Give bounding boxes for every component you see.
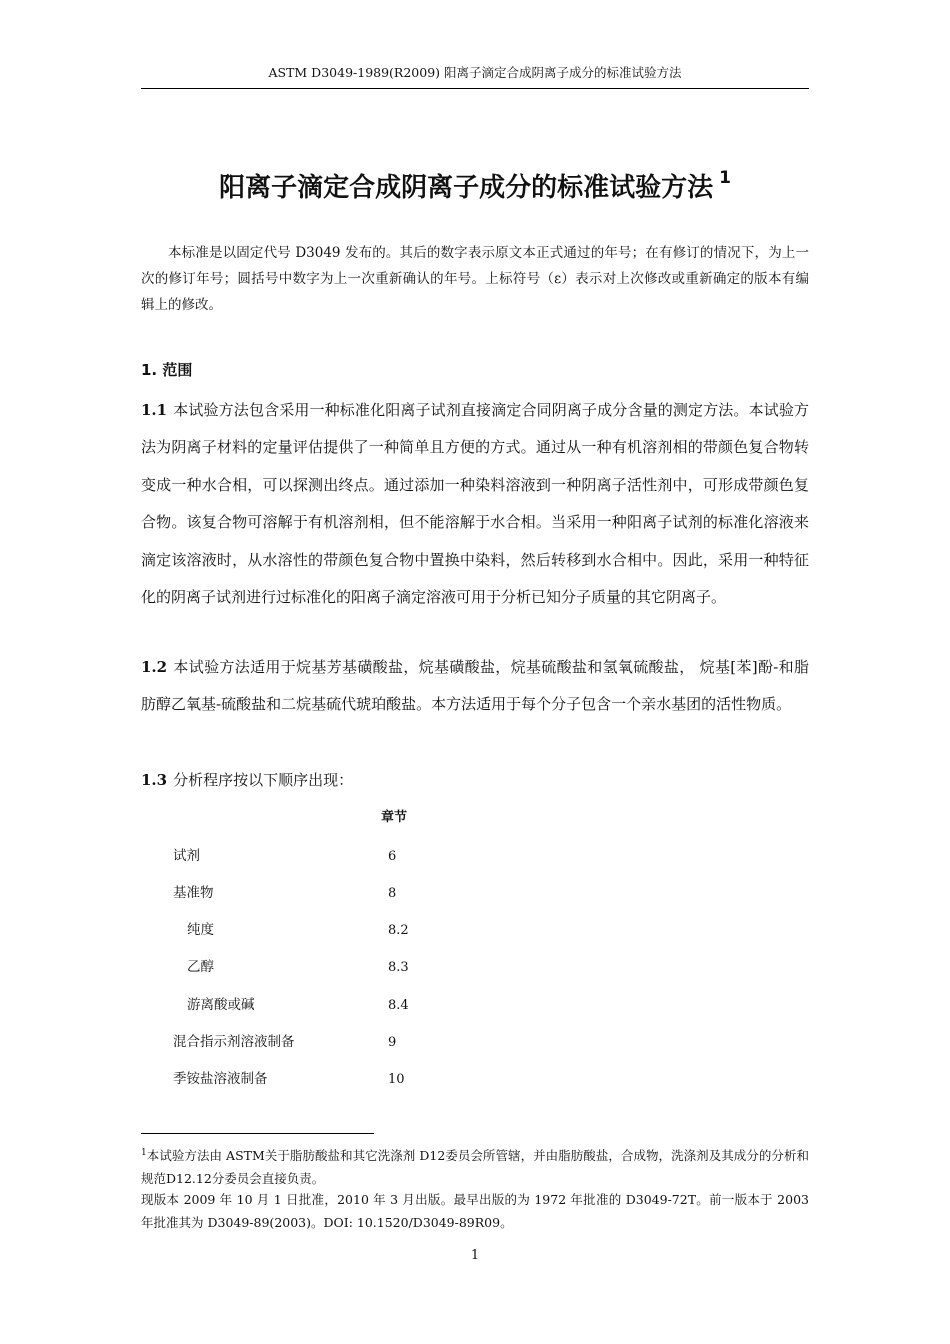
paragraph-1-1 <box>141 392 809 616</box>
row-label: 基准物 <box>173 885 214 901</box>
footnote-approval: 现版本 2009 年 10 月 1 日批准，2010 年 3 月出版。最早出版的为 1972 年批准的 D3049-72T。前一版本于 2003 年批准其为 D3049-89(2003)。DOI: 10.1520/D3049-89R09。 <box>141 1192 809 1230</box>
paragraph-number: 1.3 <box>141 771 168 789</box>
column-header-section: 章节 <box>381 810 408 825</box>
row-label: 游离酸或碱 <box>187 997 255 1013</box>
row-label: 季铵盐溶液制备 <box>173 1071 268 1087</box>
row-section: 8.4 <box>388 998 409 1013</box>
paragraph-1-2 <box>141 649 809 724</box>
footnote-rule <box>141 1133 374 1134</box>
footnote-text: 本试验方法由 ASTM关于脂肪酸盐和其它洗涤剂 D12委员会所管辖，并由脂肪酸盐，合成物，洗涤剂及其成分的分析和规范D12.12分委员会直接负责。 <box>141 1148 809 1186</box>
row-section: 9 <box>388 1035 397 1050</box>
table-row <box>141 912 541 949</box>
section-heading-scope: 1. 范围 <box>141 361 193 379</box>
paragraph-number: 1.2 <box>141 658 168 676</box>
row-section: 8 <box>388 886 397 901</box>
title-footnote-mark[interactable]: 1 <box>719 168 731 188</box>
row-section: 8.2 <box>388 923 409 938</box>
table-row <box>141 875 541 912</box>
paragraph-number: 1.1 <box>141 401 168 419</box>
document-title <box>141 160 809 206</box>
paragraph-text: 本试验方法适用于烷基芳基磺酸盐，烷基磺酸盐，烷基硫酸盐和氢氧硫酸盐， 烷基[苯]酚-和脂肪醇乙氧基-硫酸盐和二烷基硫代琥珀酸盐。本方法适用于每个分子包含一个亲水基团的活性物质。 <box>141 658 809 714</box>
title-text: 阳离子滴定合成阴离子成分的标准试验方法 <box>219 173 714 203</box>
header-rule <box>141 88 809 89</box>
table-row <box>141 1024 541 1061</box>
preamble: 本标准是以固定代号 D3049 发布的。其后的数字表示原文本正式通过的年号；在有修订的情况下，为上一次的修订年号；圆括号中数字为上一次重新确认的年号。上标符号（ε）表示对上次修改或重新确定的版本有编辑上的修改。 <box>141 245 809 313</box>
footnote-1 <box>141 1142 809 1190</box>
table-row <box>141 987 541 1024</box>
table-row <box>141 1061 541 1098</box>
paragraph-text: 分析程序按以下顺序出现： <box>173 771 354 789</box>
row-section: 6 <box>388 849 397 864</box>
row-label: 混合指示剂溶液制备 <box>173 1034 295 1050</box>
table-row <box>141 949 541 986</box>
table-row <box>141 838 541 875</box>
page-number: 1 <box>470 1248 480 1263</box>
paragraph-text: 本试验方法包含采用一种标准化阳离子试剂直接滴定合同阴离子成分含量的测定方法。本试验方法为阴离子材料的定量评估提供了一种简单且方便的方式。通过从一种有机溶剂相的带颜色复合物转变成一种水合相，可以探测出终点。通过添加一种染料溶液到一种阴离子活性剂中，可形成带颜色复合物。该复合物可溶解于有机溶剂相，但不能溶解于水合相。当采用一种阳离子试剂的标准化溶液来滴定该溶液时，从水溶性的带颜色复合物中置换中染料，然后转移到水合相中。因此，采用一种特征化的阴离子试剂进行过标准化的阳离子滴定溶液可用于分析已知分子质量的其它阴离子。 <box>141 401 809 607</box>
row-section: 10 <box>388 1072 405 1087</box>
footnote-mark: 1 <box>141 1148 147 1158</box>
row-section: 8.3 <box>388 960 409 975</box>
running-header: ASTM D3049-1989(R2009) 阳离子滴定合成阴离子成分的标准试验方法 <box>268 65 682 80</box>
row-label: 乙醇 <box>187 959 214 975</box>
paragraph-1-3 <box>141 762 809 799</box>
row-label: 试剂 <box>173 848 200 864</box>
row-label: 纯度 <box>187 922 214 938</box>
